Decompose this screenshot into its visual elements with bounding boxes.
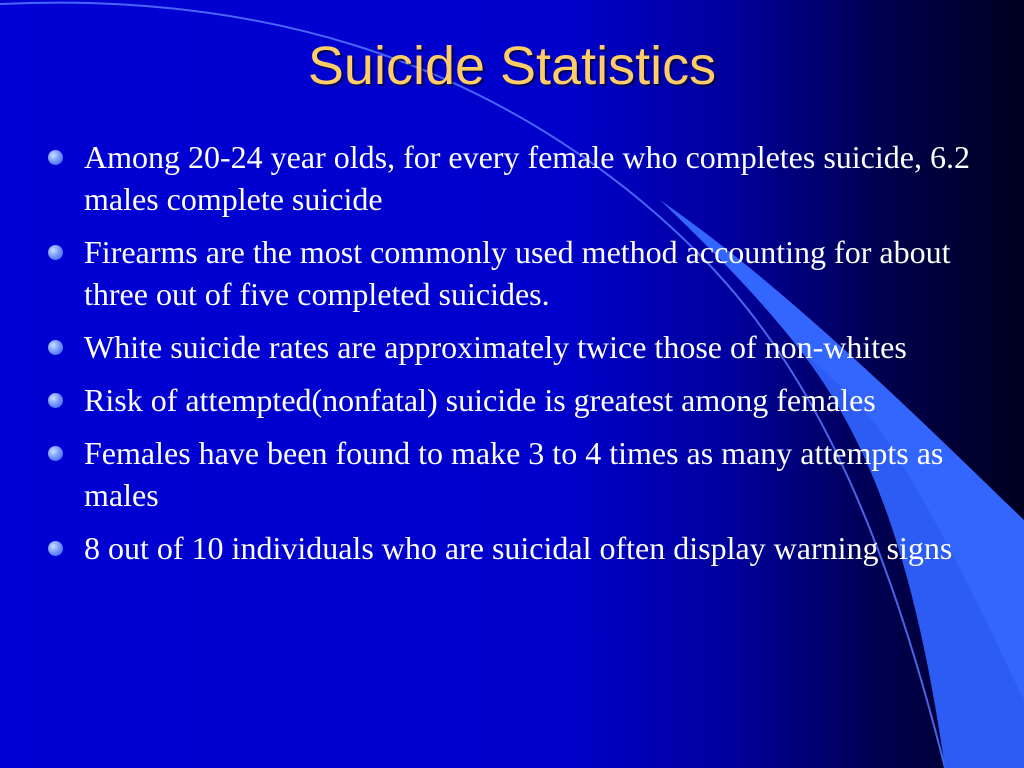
slide-title: Suicide Statistics: [307, 36, 717, 96]
bullet-item: [48, 326, 978, 368]
bullet-item: [48, 527, 978, 569]
bullet-text: 8 out of 10 individuals who are suicidal often display warning signs: [84, 530, 953, 566]
bullet-dot-icon: [48, 393, 63, 408]
bullet-text: Firearms are the most commonly used method accounting for about three out of five completed suicides.: [84, 234, 951, 312]
bullet-item: [48, 379, 978, 421]
bullet-item: [48, 432, 978, 516]
bullet-item: [48, 231, 978, 315]
bullet-text: Females have been found to make 3 to 4 times as many attempts as males: [84, 435, 944, 513]
bullet-dot-icon: [48, 245, 63, 260]
bullet-text: Among 20-24 year olds, for every female who completes suicide, 6.2 males complete suicide: [84, 139, 970, 217]
bullet-dot-icon: [48, 340, 63, 355]
bullet-list: [48, 136, 978, 580]
bullet-item: [48, 136, 978, 220]
bullet-text: White suicide rates are approximately twice those of non-whites: [84, 329, 907, 365]
bullet-dot-icon: [48, 446, 63, 461]
bullet-text: Risk of attempted(nonfatal) suicide is greatest among females: [84, 382, 876, 418]
bullet-dot-icon: [48, 541, 63, 556]
bullet-dot-icon: [48, 150, 63, 165]
